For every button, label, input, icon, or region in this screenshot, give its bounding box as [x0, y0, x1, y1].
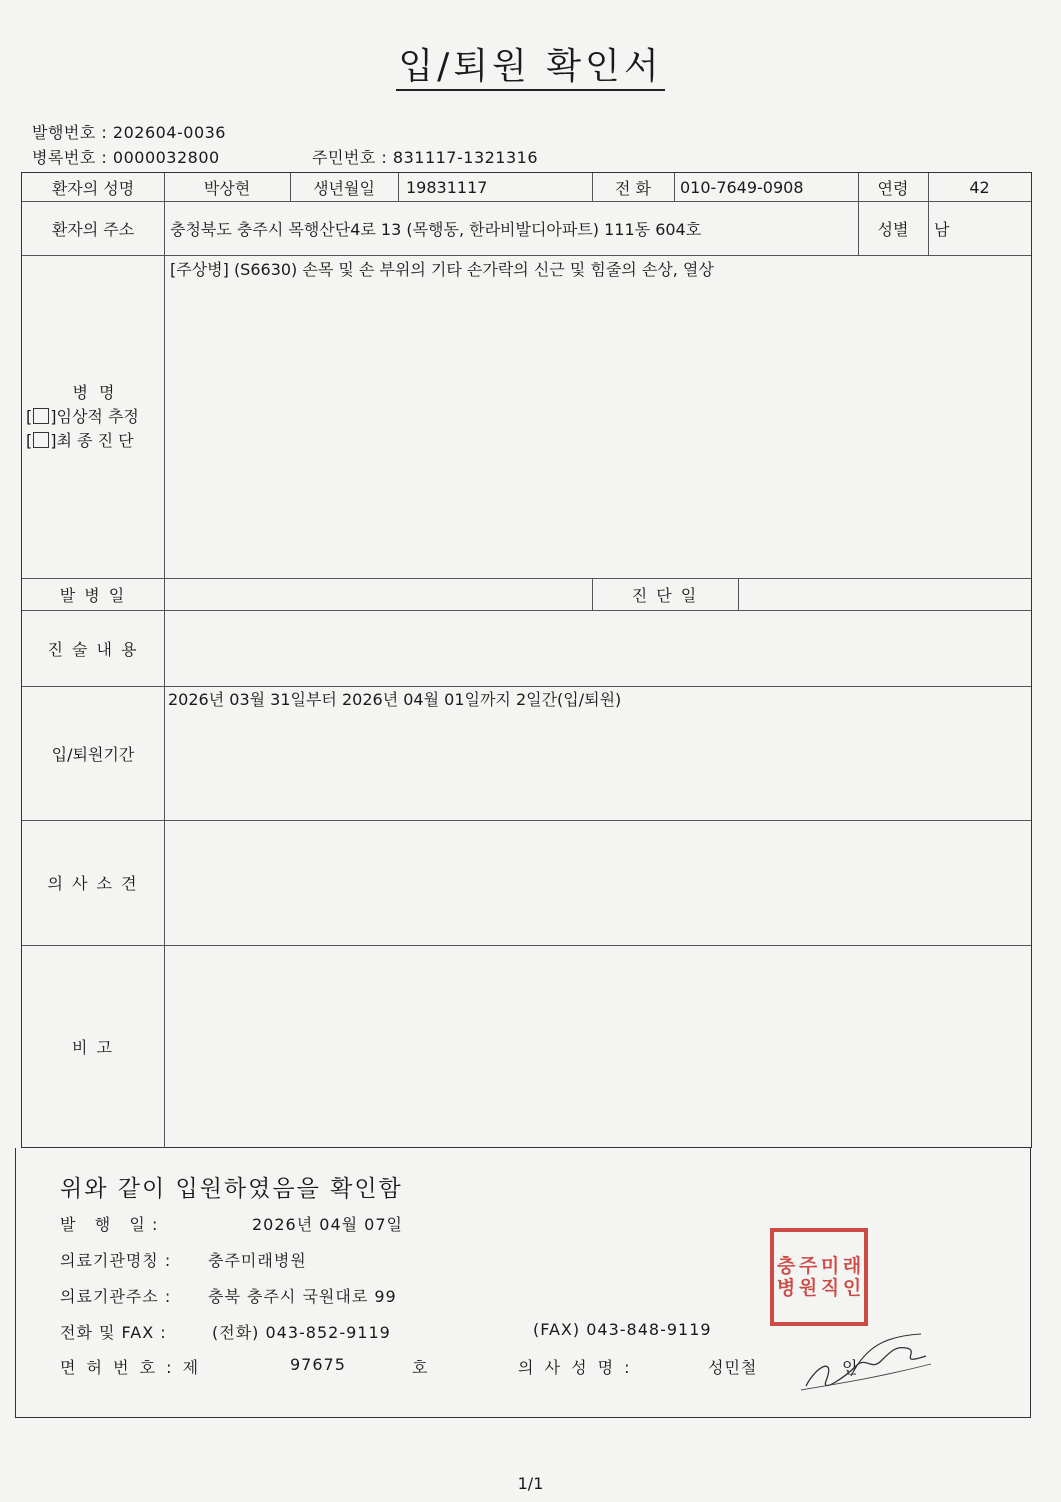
disease-label-cell — [22, 255, 164, 578]
final-diagnosis-option: [ ]최 종 진 단 — [26, 430, 134, 450]
tel-number: (전화) 043-852-9119 — [212, 1323, 391, 1342]
disease-label: 병 명 — [72, 382, 118, 402]
remarks-label: 비 고 — [72, 1038, 114, 1057]
address-label: 환자의 주소 — [51, 219, 135, 239]
info-table — [21, 172, 1032, 1148]
tel-fax-label: 전화 및 FAX : — [60, 1323, 167, 1342]
license-suffix: 호 — [412, 1358, 429, 1377]
institution-address-label: 의료기관주소 : — [60, 1287, 172, 1306]
page-number: 1/1 — [517, 1474, 544, 1493]
license-number: 97675 — [290, 1355, 346, 1374]
issue-date: 2026년 04월 07일 — [252, 1215, 403, 1234]
license-label: 면 허 번 호 : 제 — [60, 1358, 202, 1377]
issue-date-label: 발 행 일 : — [60, 1215, 159, 1234]
final-checkbox[interactable] — [33, 432, 49, 448]
sex-value: 남 — [934, 219, 950, 239]
age-value: 42 — [969, 177, 990, 197]
disease-text: [주상병] (S6630) 손목 및 손 부위의 기타 손가락의 신근 및 힘줄의 손상, 열상 — [170, 260, 714, 279]
institution-address: 충북 충주시 국원대로 99 — [208, 1287, 397, 1306]
issue-number: 발행번호 : 202604-0036 — [32, 123, 226, 142]
age-label: 연령 — [877, 178, 909, 198]
institution-label: 의료기관명칭 : — [60, 1251, 172, 1270]
clinical-estimate-option: [ ]임상적 추정 — [26, 406, 139, 426]
clinical-checkbox[interactable] — [33, 408, 49, 424]
onset-label: 발 병 일 — [59, 585, 127, 605]
sex-label: 성별 — [877, 219, 909, 239]
statement-label: 진 술 내 용 — [47, 639, 139, 659]
hospital-seal-stamp: 충 주 미 래 병 원 직 인 — [770, 1228, 868, 1326]
doctor-name: 성민철 — [708, 1358, 758, 1377]
patient-name-label: 환자의 성명 — [51, 178, 135, 198]
phone-label: 전 화 — [615, 178, 651, 198]
birth-date: 19831117 — [406, 177, 488, 197]
record-number: 병록번호 : 0000032800 — [32, 148, 220, 167]
doctor-label: 의 사 성 명 : — [518, 1358, 633, 1377]
opinion-label: 의 사 소 견 — [47, 874, 139, 893]
document-title: 입/퇴원 확인서 — [0, 38, 1061, 89]
period-label: 입/퇴원기간 — [51, 744, 135, 764]
confirm-statement: 위와 같이 입원하였음을 확인함 — [60, 1176, 403, 1202]
fax-number: (FAX) 043-848-9119 — [533, 1320, 712, 1339]
patient-name: 박상현 — [203, 178, 251, 198]
period-text: 2026년 03월 31일부터 2026년 04월 01일까지 2일간(입/퇴원) — [168, 690, 622, 709]
phone-number: 010-7649-0908 — [680, 177, 804, 197]
diagnosis-date-label: 진 단 일 — [631, 585, 699, 605]
institution-name: 충주미래병원 — [208, 1251, 307, 1270]
birth-label: 생년월일 — [313, 178, 375, 198]
resident-number: 주민번호 : 831117-1321316 — [312, 148, 539, 167]
doctor-signature — [796, 1326, 936, 1396]
seal-mark: 인 — [842, 1358, 859, 1377]
patient-address: 충청북도 충주시 목행산단4로 13 (목행동, 한라비발디아파트) 111동 604호 — [170, 219, 702, 239]
